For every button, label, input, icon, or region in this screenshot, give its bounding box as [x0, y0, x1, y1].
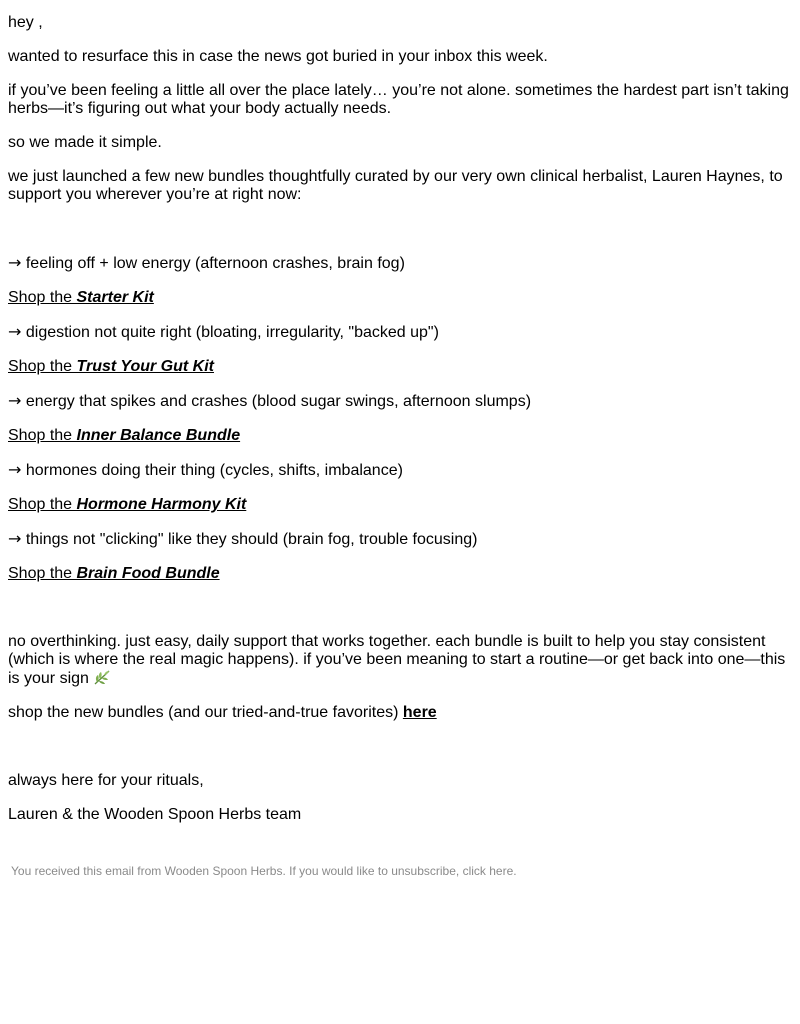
- shop-prefix: Shop the: [8, 358, 77, 375]
- bundle-symptom: [8, 254, 792, 273]
- bundle-symptom-text: energy that spikes and crashes (blood sugar swings, afternoon slumps): [25, 393, 532, 410]
- shop-inner-balance-bundle-link[interactable]: [8, 427, 240, 444]
- bundle-name: Hormone Harmony Kit: [76, 496, 247, 513]
- shop-hormone-harmony-kit-link[interactable]: [8, 496, 246, 513]
- bundle-symptom: [8, 461, 792, 480]
- shop-prefix: Shop the: [8, 496, 77, 513]
- feeling-paragraph: if you’ve been feeling a little all over the place lately… you’re not alone. sometimes the hardest part isn’t taking herbs—it’s figuring out what your body actually needs.: [8, 82, 789, 117]
- bundle-shop-line: [8, 496, 792, 514]
- bundle-name: Brain Food Bundle: [76, 565, 220, 582]
- arrow-right-icon: →: [8, 322, 22, 341]
- bundle-symptom: [8, 530, 792, 549]
- shop-prefix: Shop the: [8, 427, 77, 444]
- bundle-name: Inner Balance Bundle: [76, 427, 241, 444]
- launch-paragraph: we just launched a few new bundles thoughtfully curated by our very own clinical herbalist, Lauren Haynes, to support you wherever you’re at right now:: [8, 168, 783, 203]
- bundle-symptom: [8, 323, 792, 342]
- arrow-right-icon: →: [8, 529, 22, 548]
- arrow-right-icon: →: [8, 391, 22, 410]
- shop-prefix: Shop the: [8, 565, 77, 582]
- arrow-right-icon: →: [8, 460, 22, 479]
- bundle-symptom-text: things not "clicking" like they should (brain fog, trouble focusing): [25, 531, 478, 548]
- shop-prefix: Shop the: [8, 289, 77, 306]
- bundle-symptom-text: hormones doing their thing (cycles, shifts, imbalance): [25, 462, 403, 479]
- shop-starter-kit-link[interactable]: [8, 289, 154, 306]
- footer-text: You received this email from Wooden Spoon Herbs. If you would like to unsubscribe,: [11, 864, 463, 878]
- spacer: [8, 599, 792, 617]
- shop-all-here-link[interactable]: here: [402, 704, 437, 721]
- unsubscribe-link[interactable]: click here.: [462, 864, 517, 878]
- arrow-right-icon: →: [8, 253, 22, 272]
- bundle-shop-line: [8, 289, 792, 307]
- signature: Lauren & the Wooden Spoon Herbs team: [8, 806, 302, 823]
- bundle-symptom-text: digestion not quite right (bloating, irregularity, "backed up"): [25, 324, 439, 341]
- spacer: [8, 738, 792, 756]
- bundle-symptom-text: feeling off + low energy (afternoon crashes, brain fog): [25, 255, 405, 272]
- spacer: [8, 220, 792, 238]
- bundle-shop-line: [8, 427, 792, 445]
- bundle-symptom: [8, 392, 792, 411]
- email-footer: [8, 864, 792, 878]
- signoff: always here for your rituals,: [8, 772, 204, 789]
- shop-trust-your-gut-kit-link[interactable]: [8, 358, 214, 375]
- shop-all-text: shop the new bundles (and our tried-and-true favorites): [8, 704, 403, 721]
- greeting: hey ,: [8, 14, 43, 31]
- overthinking-paragraph: [8, 633, 792, 688]
- bundle-shop-line: [8, 565, 792, 583]
- shop-brain-food-bundle-link[interactable]: [8, 565, 220, 582]
- bundle-shop-line: [8, 358, 792, 376]
- bundle-name: Starter Kit: [76, 289, 154, 306]
- herb-leaf-icon: [93, 669, 111, 685]
- bundle-name: Trust Your Gut Kit: [76, 358, 214, 375]
- overthinking-text: no overthinking. just easy, daily support that works together. each bundle is built to help you stay consistent (which is where the real magic happens). if you’ve been meaning to start a routine—or get back into one—this is your sign: [8, 633, 786, 687]
- shop-all-paragraph: [8, 704, 792, 722]
- simple-paragraph: so we made it simple.: [8, 134, 162, 151]
- intro-paragraph: wanted to resurface this in case the news got buried in your inbox this week.: [8, 48, 548, 65]
